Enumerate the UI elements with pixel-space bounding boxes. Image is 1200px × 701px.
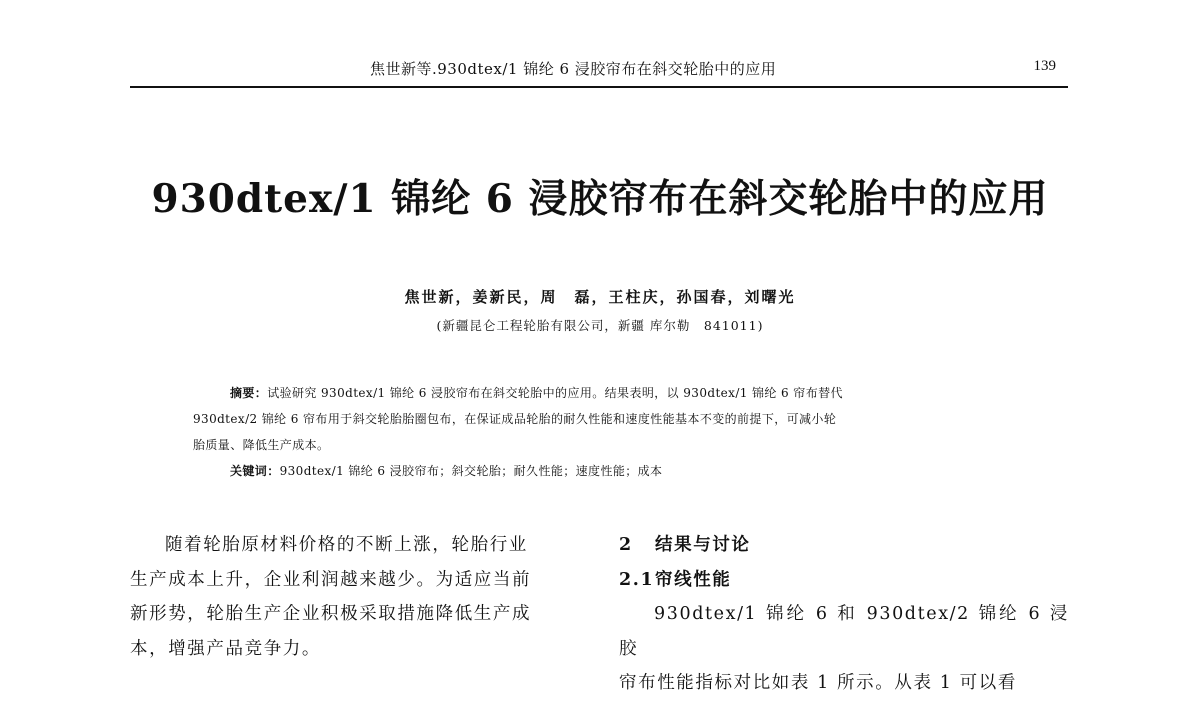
- intro-line-1: 随着轮胎原材料价格的不断上涨，轮胎行业: [165, 535, 528, 555]
- body-column-left: [130, 528, 585, 666]
- results-paragraph: [619, 597, 1069, 701]
- abstract-block: [193, 380, 1013, 484]
- keywords-line: [193, 458, 1013, 484]
- subsection-heading: [619, 563, 1069, 598]
- keywords-label: 关键词：: [230, 464, 280, 478]
- abstract-label: 摘要：: [230, 386, 268, 400]
- subsection-title: 帘线性能: [655, 569, 732, 590]
- author-list: 焦世新，姜新民，周 磊，王柱庆，孙国春，刘曙光: [404, 288, 796, 306]
- article-title: 930dtex/1 锦纶 6 浸胶帘布在斜交轮胎中的应用: [151, 176, 1049, 222]
- abstract-text-1: 试验研究 930dtex/1 锦纶 6 浸胶帘布在斜交轮胎中的应用。结果表明，以 930dtex/1 锦纶 6 帘布替代: [267, 386, 843, 400]
- section-number: 2: [619, 535, 633, 555]
- section-heading: [619, 528, 1069, 563]
- page-number: 139: [1033, 58, 1056, 74]
- intro-line-4: 本，增强产品竞争力。: [130, 638, 321, 659]
- keywords-text: 930dtex/1 锦纶 6 浸胶帘布；斜交轮胎；耐久性能；速度性能；成本: [279, 464, 663, 478]
- abstract-line-3: 胎质量、降低生产成本。: [193, 438, 330, 452]
- results-line-2: 帘布性能指标对比如表 1 所示。从表 1 可以看: [619, 673, 1017, 693]
- section-title: 结果与讨论: [655, 535, 751, 555]
- intro-paragraph: [130, 528, 585, 666]
- intro-line-2: 生产成本上升，企业利润越来越少。为适应当前: [130, 569, 532, 590]
- abstract-line-1: [193, 380, 1013, 406]
- running-title: 焦世新等.930dtex/1 锦纶 6 浸胶帘布在斜交轮胎中的应用: [370, 60, 777, 78]
- running-header: [130, 50, 1068, 88]
- body-column-right: [619, 528, 1069, 701]
- intro-line-3: 新形势，轮胎生产企业积极采取措施降低生产成: [130, 604, 532, 624]
- results-line-1: 930dtex/1 锦纶 6 和 930dtex/2 锦纶 6 浸胶: [619, 604, 1069, 659]
- affiliation: (新疆昆仑工程轮胎有限公司，新疆 库尔勒 841011): [436, 318, 764, 333]
- subsection-number: 2.1: [619, 569, 655, 590]
- abstract-line-2: 930dtex/2 锦纶 6 帘布用于斜交轮胎胎圈包布，在保证成品轮胎的耐久性能和速度性能基本不变的前提下，可减小轮: [193, 412, 837, 426]
